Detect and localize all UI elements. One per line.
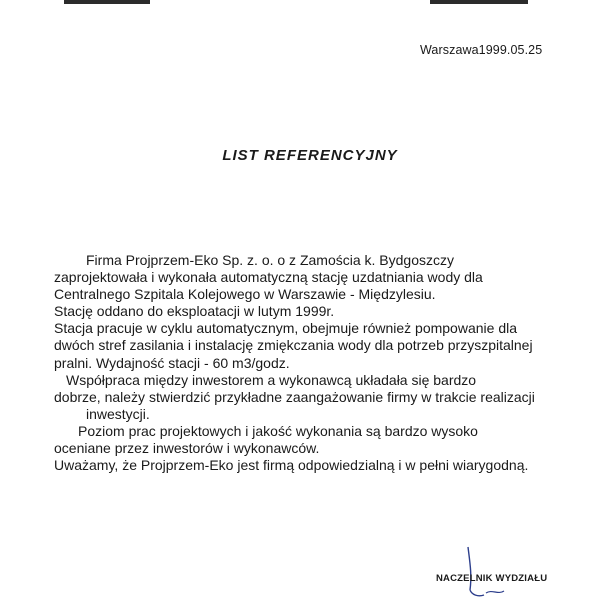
body-line: zaprojektowała i wykonała automatyczną stację uzdatniania wody dla — [54, 269, 483, 286]
top-rule-right — [430, 0, 528, 4]
top-rule-left — [64, 0, 150, 4]
document-body — [54, 252, 574, 474]
body-line: pralni. Wydajność stacji - 60 m3/godz. — [54, 354, 290, 371]
body-line: Centralnego Szpitala Kolejowego w Warszawie - Międzylesiu. — [54, 286, 436, 303]
body-line: Współpraca między inwestorem a wykonawcą układała się bardzo — [66, 371, 477, 388]
body-line: Stację oddano do eksploatacji w lutym 1999r. — [54, 303, 335, 320]
body-line: dwóch stref zasilania i instalację zmiękczania wody dla potrzeb przyszpitalnej — [54, 337, 533, 354]
document-date: Warszawa1999.05.25 — [420, 43, 543, 57]
document-title: LIST REFERENCYJNY — [222, 147, 398, 164]
body-line: Stacja pracuje w cyklu automatycznym, obejmuje również pompowanie dla — [54, 320, 517, 337]
body-line: Firma Projprzem-Eko Sp. z. o. o z Zamościa k. Bydgoszczy — [86, 252, 454, 268]
body-line: inwestycji. — [86, 405, 150, 422]
body-line: Poziom prac projektowych i jakość wykonania są bardzo wysoko — [78, 422, 478, 439]
stamp-text: NACZELNIK WYDZIAŁU — [436, 573, 548, 584]
body-line: Uważamy, że Projprzem-Eko jest firmą odpowiedzialną i w pełni wiarygodną. — [54, 457, 529, 474]
body-line: dobrze, należy stwierdzić przykładne zaangażowanie firmy w trakcie realizacji — [54, 388, 535, 405]
body-line: oceniane przez inwestorów i wykonawców. — [54, 440, 320, 457]
